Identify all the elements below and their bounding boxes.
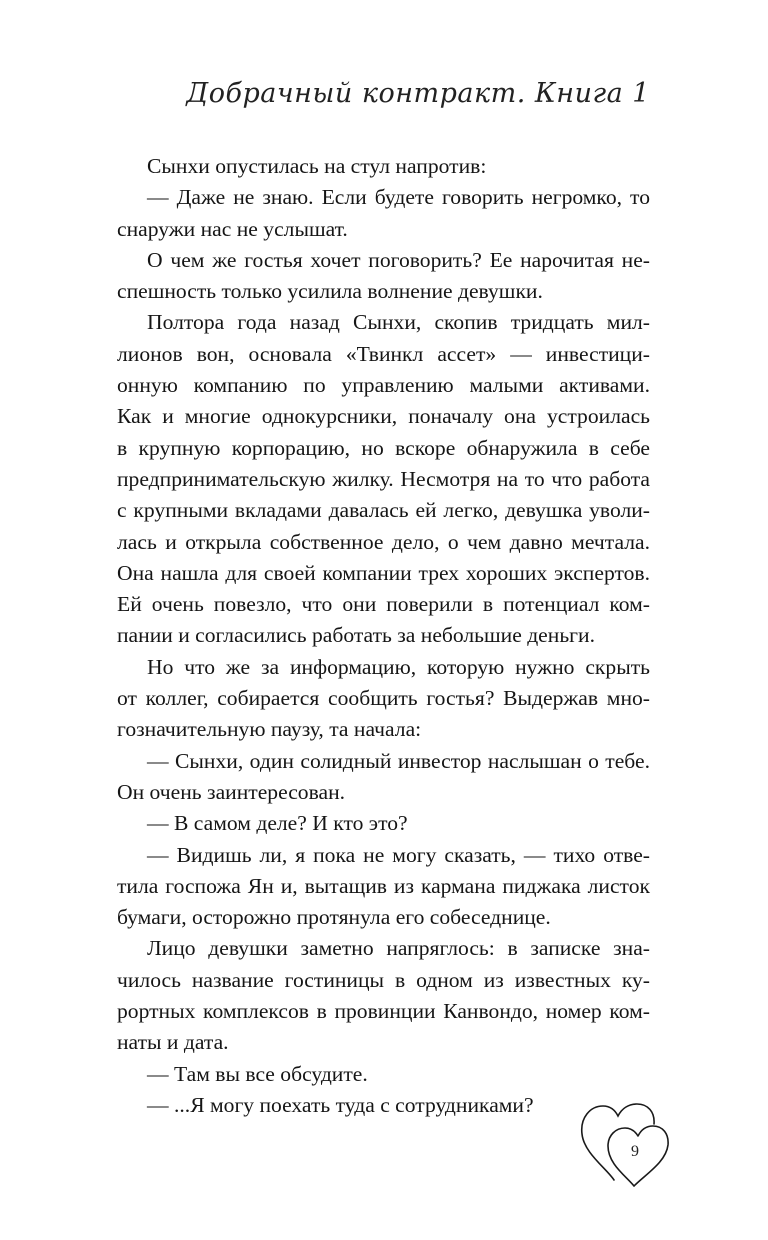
text-line: от коллег, собирается сообщить гостья? Выдержав мно- <box>117 686 650 711</box>
page-number: 9 <box>631 1143 639 1160</box>
text-line: — Там вы все обсудите. <box>147 1061 368 1086</box>
text-line: лионов вон, основала «Твинкл ассет» — инвестици- <box>117 341 650 366</box>
text-line: спешность только усилила волнение девушки. <box>117 279 543 304</box>
running-header-title: Добрачный контракт. Книга 1 <box>186 78 650 109</box>
text-line: лась и открыла собственное дело, о чем давно мечтала. <box>117 529 650 554</box>
text-line: Сынхи опустилась на стул напротив: <box>147 154 487 178</box>
text-line: рортных комплексов в провинции Канвондо, номер ком- <box>117 999 650 1024</box>
text-line: чилось название гостиницы в одном из известных ку- <box>117 967 650 992</box>
text-line: бумаги, осторожно протянула его собеседнице. <box>117 905 551 930</box>
text-line: — В самом деле? И кто это? <box>147 811 408 836</box>
text-line: снаружи нас не услышат. <box>117 216 348 241</box>
body-text <box>117 151 650 1121</box>
text-line: Как и многие однокурсники, поначалу она устроилась <box>117 404 650 429</box>
text-line: с крупными вкладами давалась ей легко, девушка уволи- <box>117 498 650 523</box>
text-line: Она нашла для своей компании трех хороших экспертов. <box>117 560 650 585</box>
text-line: — Сынхи, один солидный инвестор наслышан о тебе. <box>147 748 650 773</box>
text-line: онную компанию по управлению малыми активами. <box>117 373 650 398</box>
text-line: гозначительную паузу, та начала: <box>117 717 422 742</box>
text-line: Но что же за информацию, которую нужно скрыть <box>147 654 650 679</box>
text-line: О чем же гостья хочет поговорить? Ее нарочитая не- <box>147 247 650 272</box>
text-line: предпринимательскую жилку. Несмотря на то что работа <box>117 466 650 491</box>
text-line: пании и согласились работать за небольшие деньги. <box>117 623 595 648</box>
text-line: наты и дата. <box>117 1030 229 1055</box>
text-line: в крупную корпорацию, но вскоре обнаружила в себе <box>117 435 650 460</box>
text-line: тила госпожа Ян и, вытащив из кармана пиджака листок <box>117 873 650 898</box>
text-line: Лицо девушки заметно напряглось: в записке зна- <box>147 936 650 961</box>
text-line: — ...Я могу поехать туда с сотрудниками? <box>147 1092 534 1117</box>
text-line: — Видишь ли, я пока не могу сказать, — тихо отве- <box>147 842 650 867</box>
text-line: — Даже не знаю. Если будете говорить негромко, то <box>147 185 650 210</box>
text-line: Ей очень повезло, что они поверили в потенциал ком- <box>117 592 650 617</box>
text-line: Он очень заинтересован. <box>117 779 346 804</box>
text-line: Полтора года назад Сынхи, скопив тридцать мил- <box>147 310 650 335</box>
